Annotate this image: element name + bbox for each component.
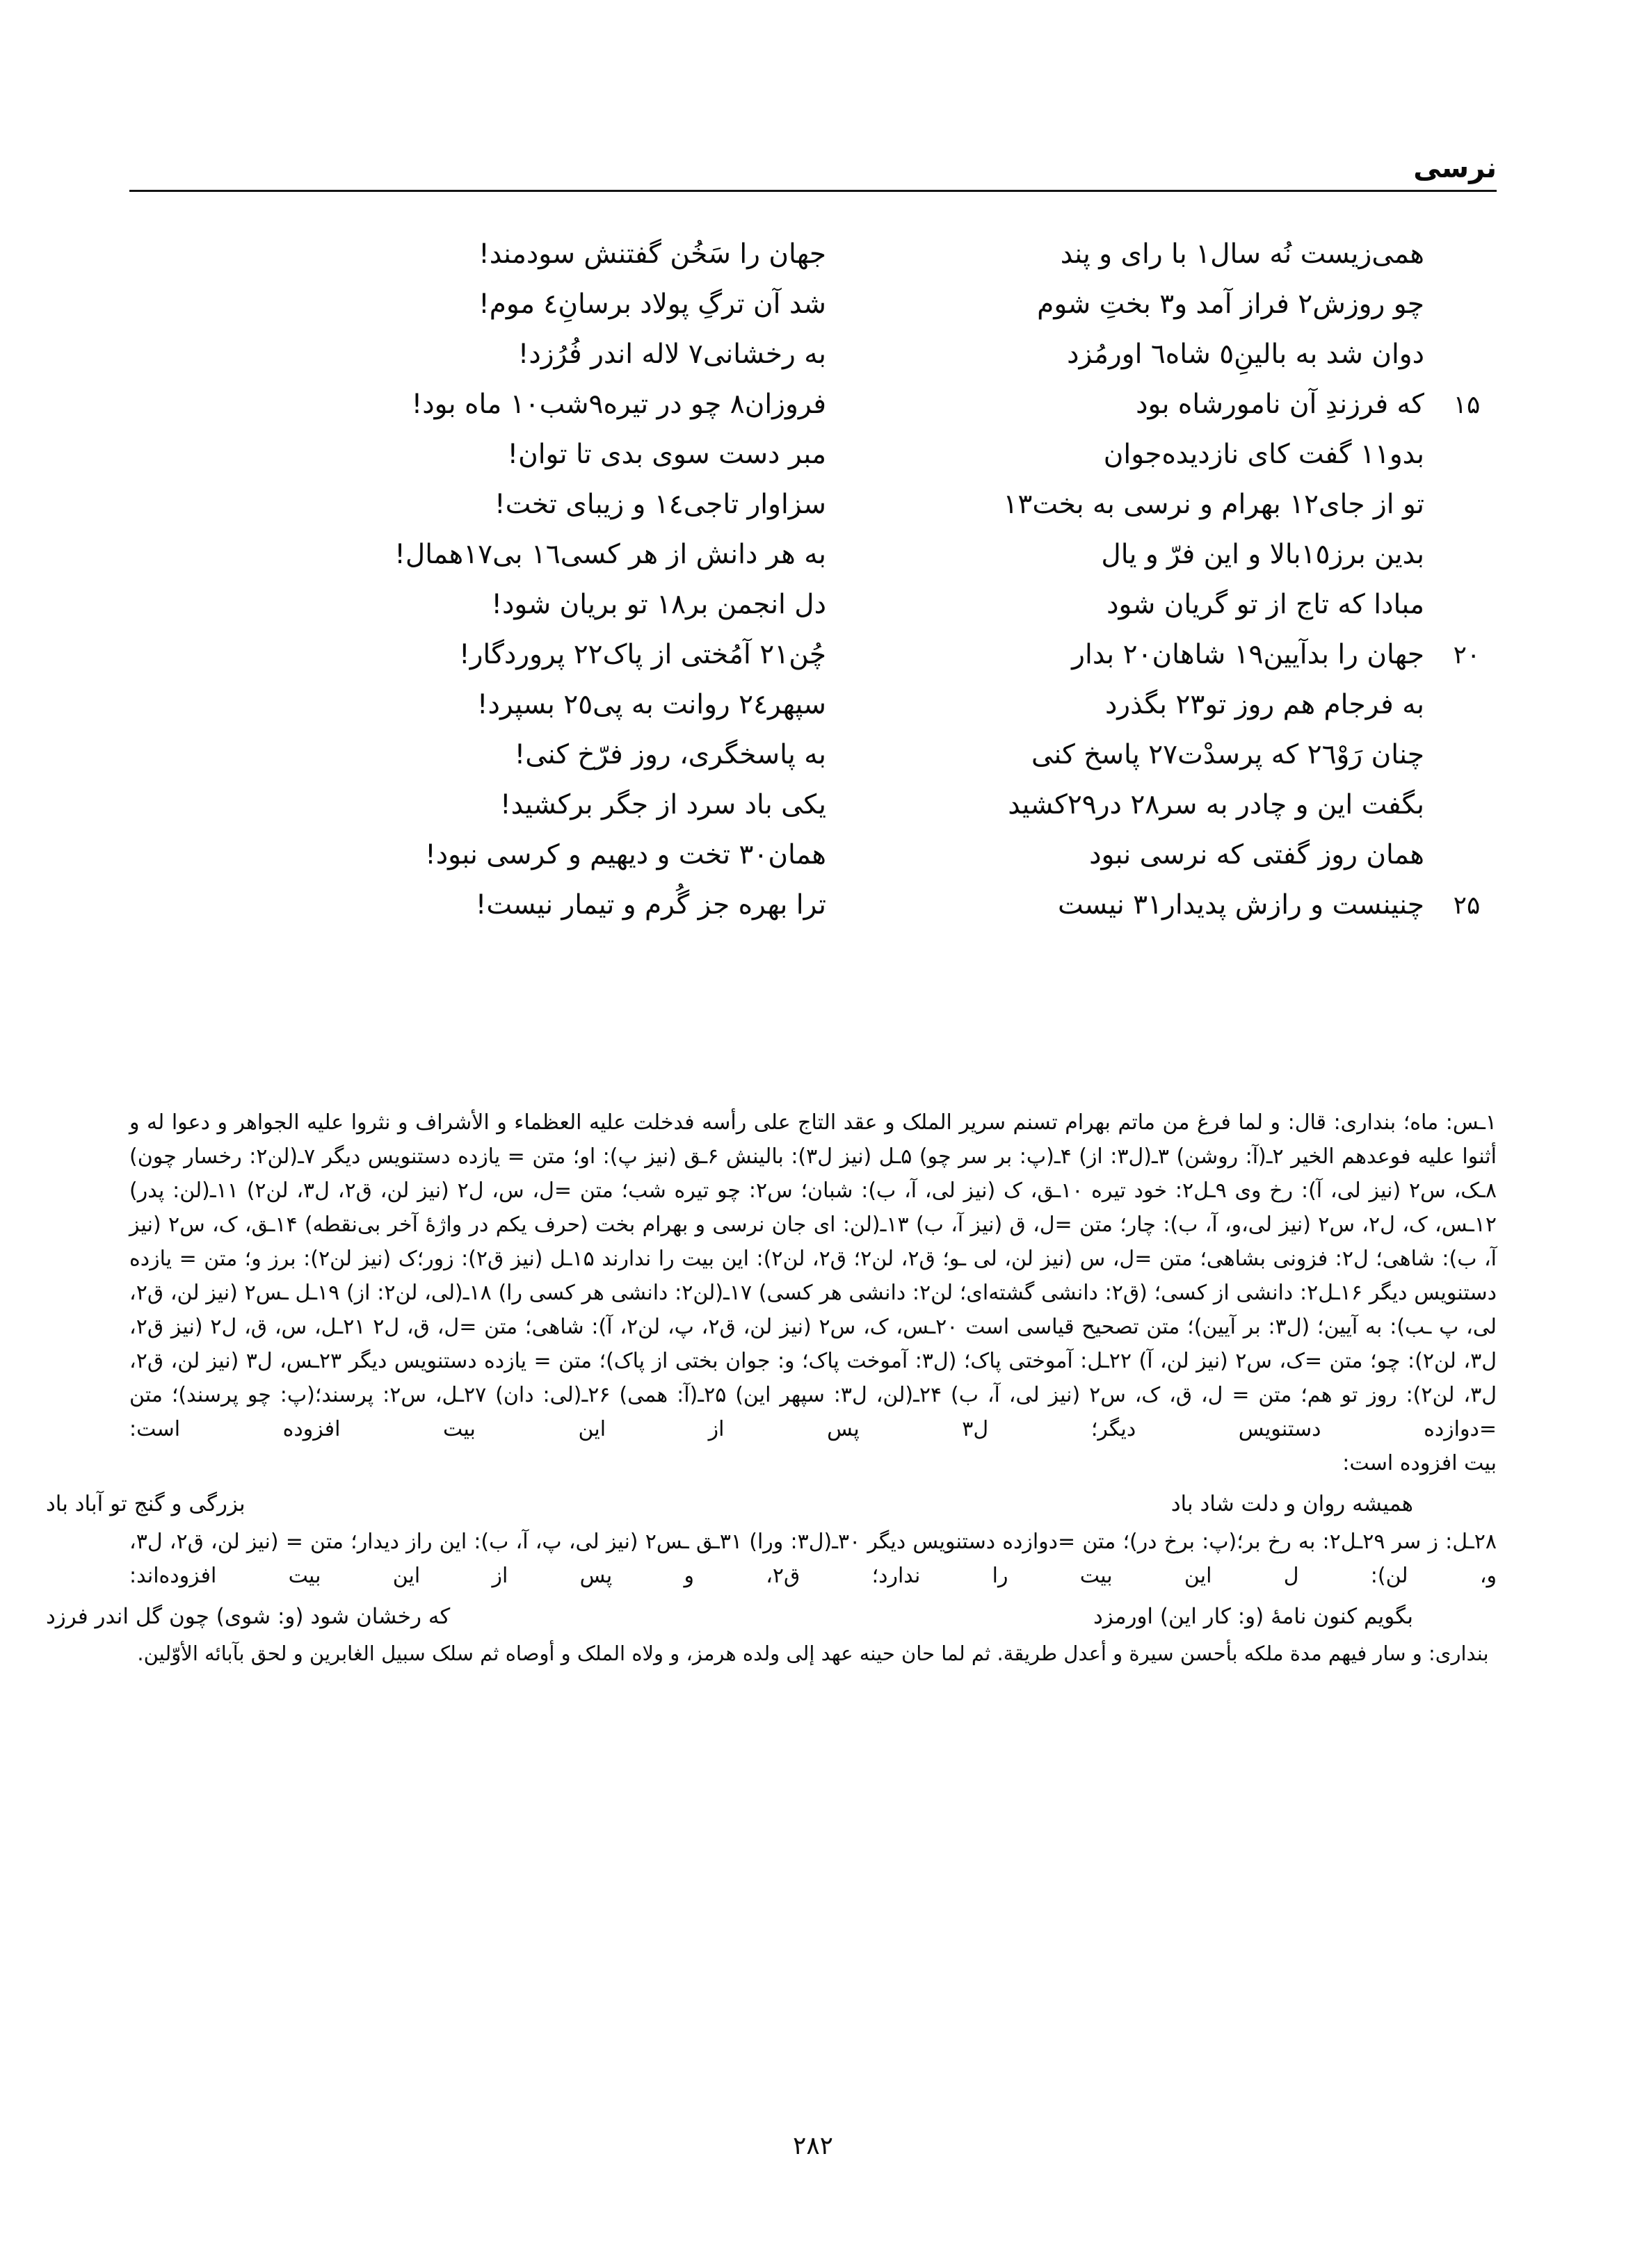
verse-hemistich-b: مبر دست سوی بدی تا توان!: [507, 439, 826, 470]
verse-hemistich-a: بدین برز١٥بالا و این فرّ و یال: [1101, 539, 1424, 570]
inserted-couplet-1-hemistich-a: همیشه روان و دلت شاد باد: [1170, 1491, 1413, 1516]
running-head-title: نرسی: [1413, 152, 1497, 184]
verse-hemistich-a: تو از جای١٢ بهرام و نرسی به بخت١٣: [1003, 489, 1424, 520]
verse-hemistich-a: بدو١١ گفت کای نازدیده‌جوان: [1103, 439, 1424, 470]
verse-block: [129, 229, 1497, 930]
footnote-paragraph-2: ۲۸ـل: ز سر ۲۹ـل۲: به رخ بر؛(پ: برخ در)؛ متن =دوازده دستنویس دیگر ۳۰ـ(ل۳: ورا) ۳۱ـق ـس۲ (نیز لی، پ، آ، ب): این راز دیدار؛ متن = (نیز لن، ق۲، ل۳، و، لن): ل این بیت را ندارد؛ ق۲، و پس از این بیت افزوده‌اند:: [129, 1530, 1497, 1588]
verse-row: [129, 580, 1497, 630]
verse-hemistich-b: به هر دانش از هر کسی١٦ بی١٧همال!: [394, 539, 826, 570]
verse-hemistich-b: یکی باد سرد از جگر برکشید!: [500, 789, 826, 820]
verse-row: [129, 830, 1497, 880]
verse-hemistich-a: چو روزش٢ فراز آمد و٣ بختِ شوم: [1037, 289, 1424, 320]
footnotes-section: [46, 1105, 1497, 1670]
verse-row: [129, 530, 1497, 580]
page-header: [129, 136, 1497, 192]
verse-hemistich-b: ترا بهره جز گُرم و تیمار نیست!: [475, 889, 826, 921]
verse-row: [129, 730, 1497, 780]
inserted-couplet-1: [46, 1484, 1497, 1523]
footnote-added-verse-label: بیت افزوده است:: [1342, 1451, 1497, 1475]
verse-hemistich-b: دل انجمن بر١٨ تو بریان شود!: [491, 589, 826, 620]
verse-hemistich-b: به پاسخگری، روز فرّخ کنی!: [514, 739, 826, 770]
inserted-couplet-1-hemistich-b: بزرگی و گنج تو آباد باد: [46, 1491, 245, 1516]
verse-line-number: ۲۵: [1453, 891, 1481, 920]
verse-row: [129, 780, 1497, 830]
verse-hemistich-a: همان روز گفتی که نرسی نبود: [1089, 839, 1424, 870]
verse-hemistich-a: جهان را بدآیین١٩ شاهان٢٠ بدار: [1072, 639, 1424, 670]
verse-row: [129, 480, 1497, 530]
verse-hemistich-b: شد آن ترگِ پولاد برسانِ٤ موم!: [478, 289, 826, 320]
verse-hemistich-b: سزاوار تاجی١٤ و زیبای تخت!: [494, 489, 826, 520]
verse-row: [129, 680, 1497, 730]
bandari-arabic-passage: بنداری: و سار فیهم مدة ملکه بأحسن سیرة و أعدل طریقة. ثم لما حان حینه عهد إلی ولده هرمز، و ولاه الملک و أوصاه ثم سلک سبیل الغابرین و لحق بآبائه الأوّلین.: [137, 1642, 1489, 1665]
verse-hemistich-a: مبادا که تاج از تو گریان شود: [1106, 589, 1424, 620]
verse-hemistich-a: بگفت این و چادر به سر٢٨ در٢٩کشید: [1008, 789, 1424, 820]
verse-line-number: ۲۰: [1453, 641, 1481, 670]
verse-hemistich-b: جهان را سَخُن گفتنش سودمند!: [478, 238, 826, 270]
verse-hemistich-a: چنان رَوْ٢٦ که پرسدْت٢٧ پاسخ کنی: [1031, 739, 1424, 770]
verse-row: [129, 280, 1497, 330]
inserted-couplet-2-hemistich-b: که رخشان شود (و: شوی) چون گل اندر فرزد: [46, 1604, 451, 1629]
verse-row: [129, 380, 1497, 430]
verse-hemistich-a: همی‌زیست نُه سال١ با رای و پند: [1060, 238, 1424, 270]
inserted-couplet-2-hemistich-a: بگویم کنون نامهٔ (و: کار این) اورمزد: [1093, 1604, 1413, 1629]
verse-row: [129, 430, 1497, 480]
verse-hemistich-b: همان٣٠ تخت و دیهیم و کرسی نبود!: [425, 839, 826, 870]
inserted-couplet-2: [46, 1597, 1497, 1636]
verse-hemistich-a: به فرجام هم روز تو٢٣ بگذرد: [1104, 689, 1424, 720]
verse-hemistich-a: چنینست و رازش پدیدار٣١ نیست: [1058, 889, 1424, 921]
verse-row: [129, 880, 1497, 930]
verse-row: [129, 630, 1497, 680]
verse-hemistich-a: دوان شد به بالینِ٥ شاه٦ اورمُزد: [1067, 339, 1424, 370]
verse-hemistich-b: سپهر٢٤ روانت به پی٢٥ بسپرد!: [476, 689, 826, 720]
verse-hemistich-a: که فرزندِ آن نامورشاه بود: [1136, 389, 1424, 420]
verse-hemistich-b: به رخشانی٧ لاله اندر فُرُزد!: [517, 339, 826, 370]
verse-row: [129, 229, 1497, 280]
verse-line-number: ۱۵: [1453, 391, 1481, 419]
verse-row: [129, 330, 1497, 380]
page-number: ۲۸۲: [792, 2132, 833, 2160]
footnote-paragraph-1: ۱ـس: ماه؛ بنداری: قال: و لما فرغ من ماتم بهرام تسنم سریر الملک و عقد التاج علی رأسه فدخلت علیه العظماء و الأشراف و نثروا علیه الجواهر و دعوا له و أثنوا علیه فوعدهم الخیر ۲ـ(آ: روشن) ۳ـ(ل۳: از) ۴ـ(پ: بر سر چو) ۵ـل (نیز ل۳): بالینش ۶ـق (نیز پ): او؛ متن = یازده دستنویس دیگر ۷ـ(لن۲: رخسار چون) ۸ـک، س۲ (نیز لی، آ): رخ وی ۹ـل۲: خود تیره ۱۰ـق، ک (نیز لی، آ، ب): شبان؛ س۲: چو تیره شب؛ متن =ل، س، ل۲ (نیز لن، ق۲، ل۳، لن۲) ۱۱ـ(لن: پدر) ۱۲ـس، ک، ل۲، س۲ (نیز لی،و، آ، ب): چار؛ متن =ل، ق (نیز آ، ب) ۱۳ـ(لن: ای جان نرسی و بهرام بخت (حرف یکم در واژهٔ آخر بی‌نقطه) ۱۴ـق، ک، س۲ (نیز آ، ب): شاهی؛ ل۲: فزونی بشاهی؛ متن =ل، س (نیز لن، لی ـو؛ ق۲، لن۲؛ ق۲، لن۲): این بیت را ندارند ۱۵ـل (نیز ق۲): زور؛ک (نیز لن۲): برز و؛ متن = یازده دستنویس دیگر ۱۶ـل۲: دانشی از کسی؛ (ق۲: دانشی گشته‌ای؛ لن۲: دانشی هر کسی) ۱۷ـ(لن۲: دانشی هر کسی را) ۱۸ـ(لی، لن۲: از) ۱۹ـل ـس۲ (نیز لن، ق۲، لی، پ ـب): به آیین؛ (ل۳: بر آیین)؛ متن تصحیح قیاسی است ۲۰ـس، ک، س۲ (نیز لن، ق۲، پ، لن۲، آ): شاهی؛ متن =ل، ق، ل۲ ۲۱ـل، س، ق، ل۲ (نیز ق۲، ل۳، لن۲): چو؛ متن =ک، س۲ (نیز لن، آ) ۲۲ـل: آموختی پاک؛ (ل۳: آموخت پاک؛ و: جوان بختی از پاک)؛ متن = یازده دستنویس دیگر ۲۳ـس، ل۳ (نیز لن، ق۲، ل۳، لن۲): روز تو هم؛ متن = ل، ق، ک، س۲ (نیز لی، آ، ب) ۲۴ـ(لن، ل۳: سپهر این) ۲۵ـ(آ: همی) ۲۶ـ(لی: دان) ۲۷ـل، س۲: پرسند؛(پ: چو پرسند)؛ متن =دوازده دستنویس دیگر؛ ل۳ پس از این بیت افزوده است:: [129, 1110, 1497, 1441]
verse-hemistich-b: فروزان٨ چو در تیره٩شب١٠ ماه بود!: [411, 389, 826, 420]
verse-hemistich-b: چُن٢١ آمُختی از پاک٢٢ پروردگار!: [458, 639, 826, 670]
header-rule: [129, 190, 1497, 192]
